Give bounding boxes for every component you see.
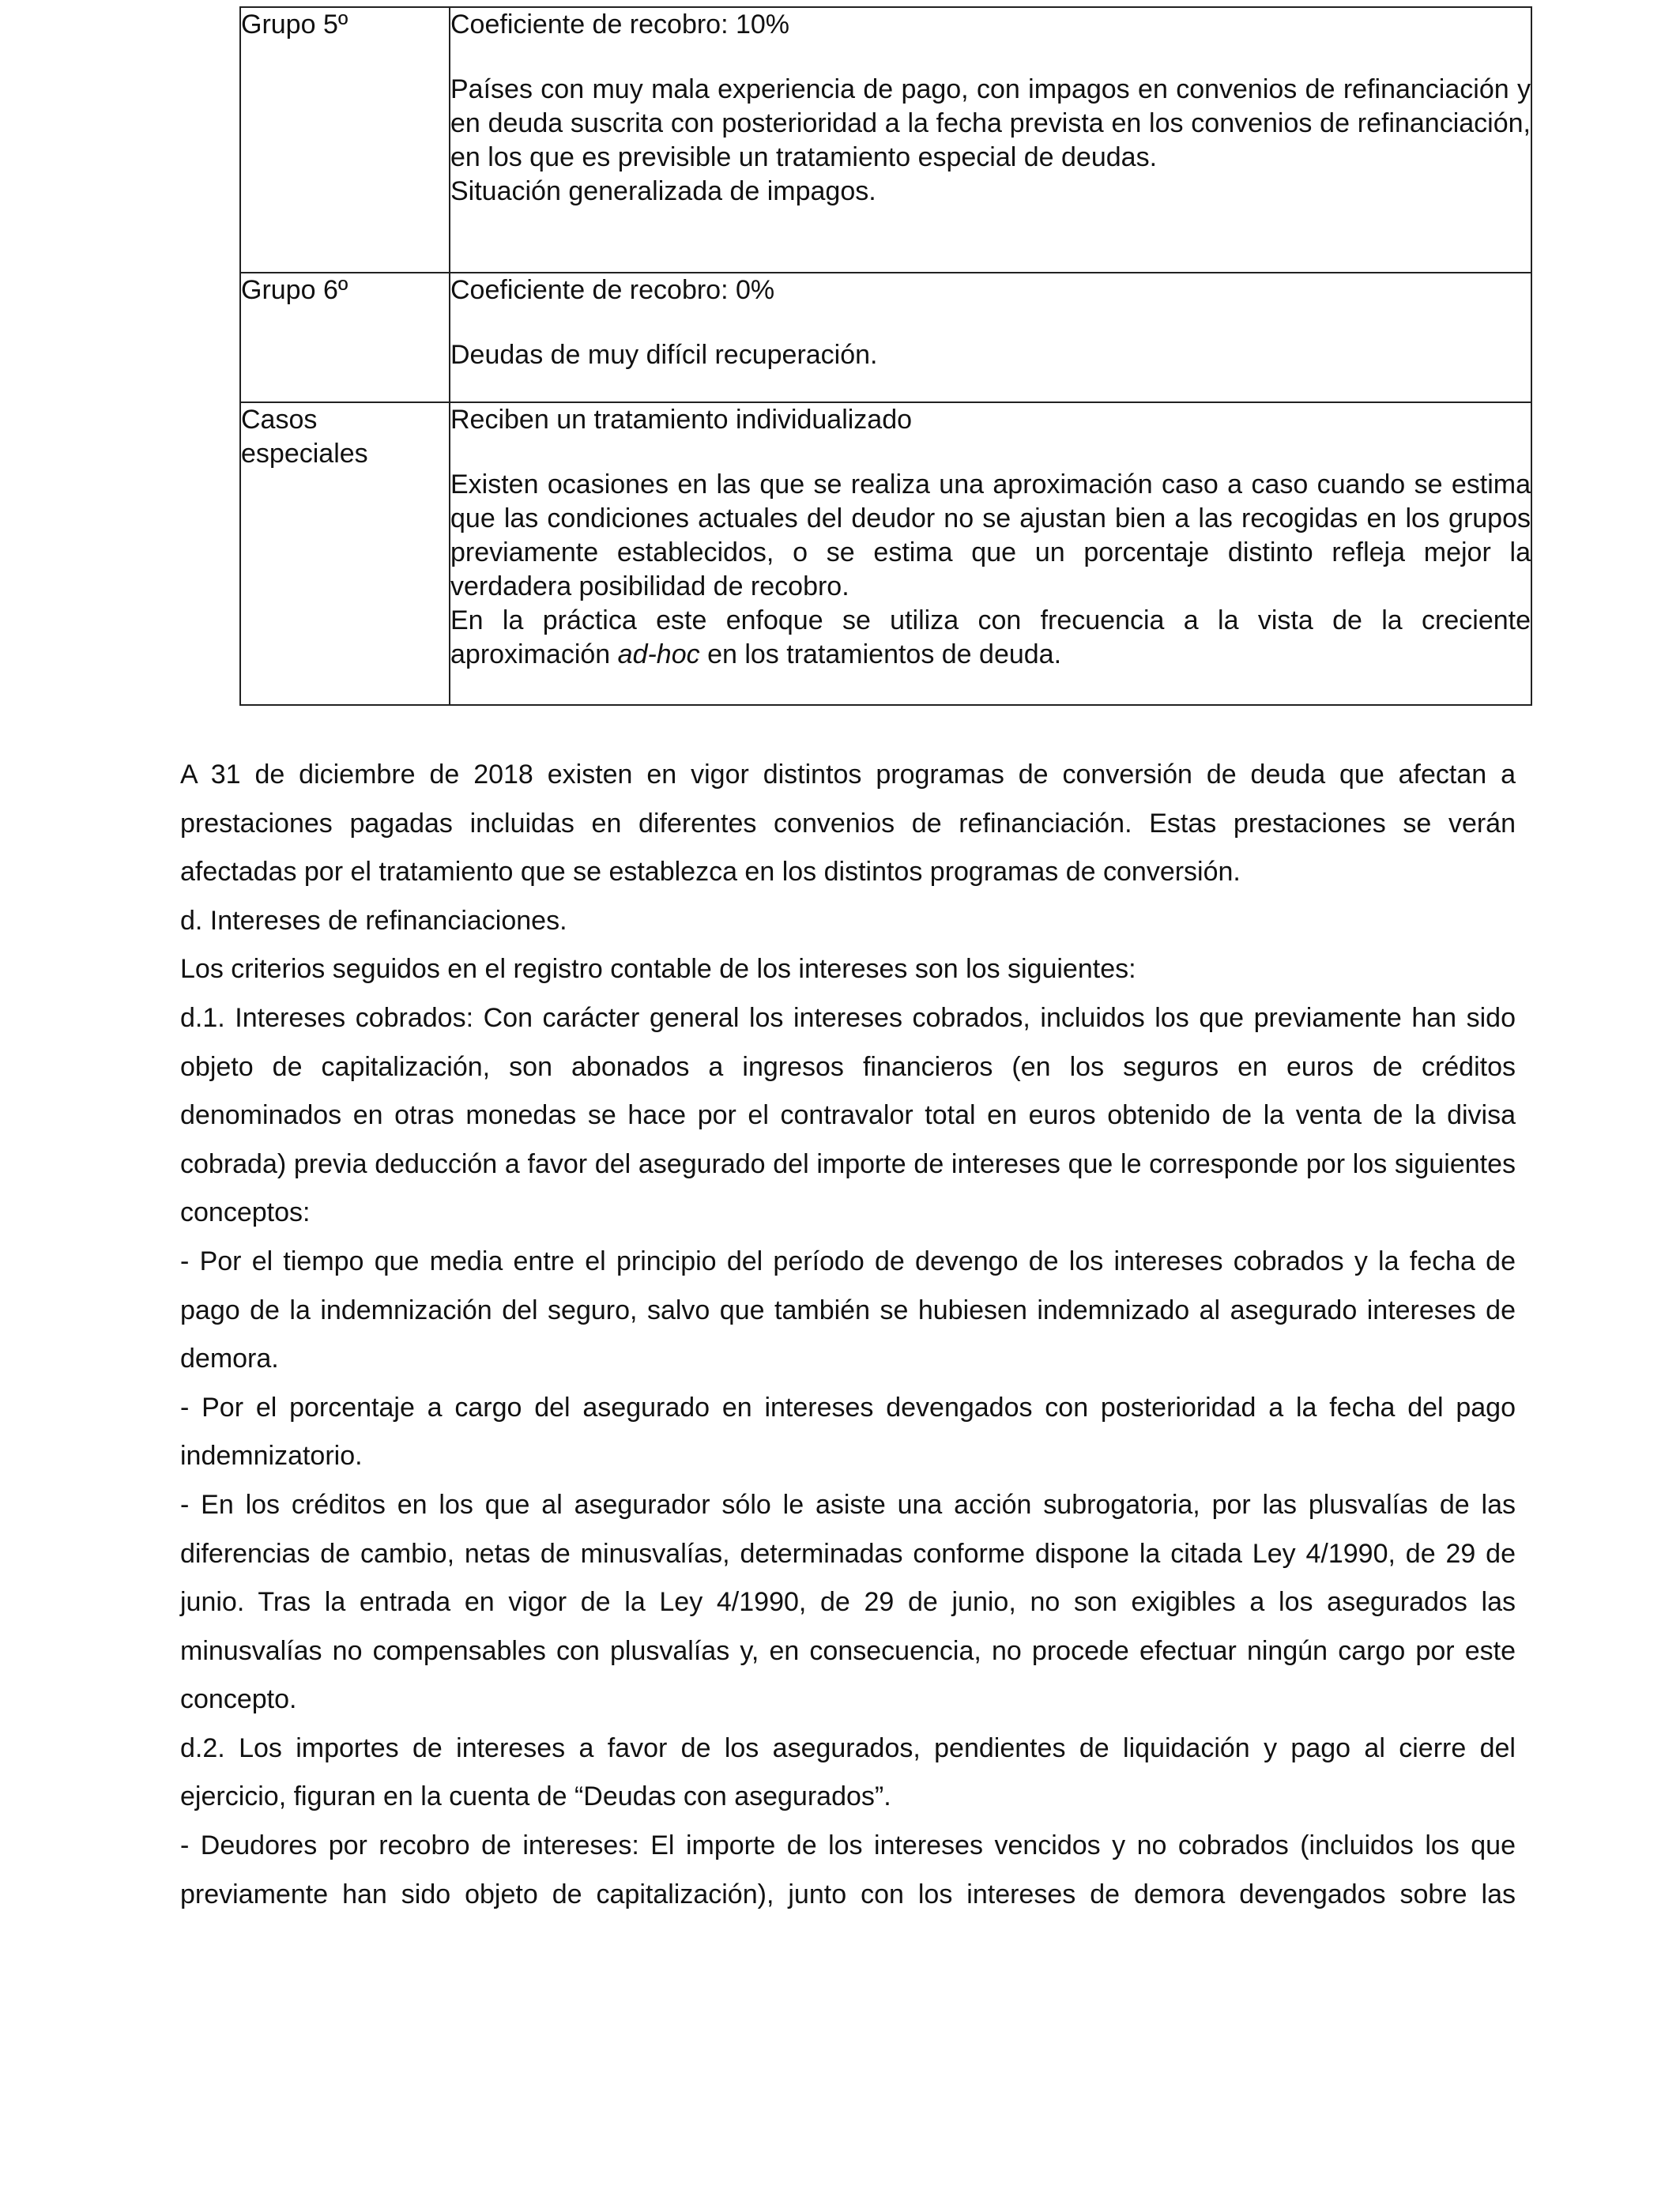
group-label: Grupo 5º [241, 9, 348, 40]
coefficient-text: Coeficiente de recobro: 10% [450, 9, 790, 40]
description-cell [450, 7, 1531, 273]
body-paragraph: - En los créditos en los que al asegurador sólo le asiste una acción subrogatoria, por las plusvalías de las diferencias de cambio, netas de minusvalías, determinadas conforme dispone la citada Ley 4/1990, de 29 de junio. Tras la entrada en vigor de la Ley 4/1990, de 29 de junio, no son exigibles a los asegurados las minusvalías no compensables con plusvalías y, en consecuencia, no procede efectuar ningún cargo por este concepto. [180, 1489, 1516, 1715]
text-run: en los tratamientos de deuda. [699, 639, 1062, 669]
group-label: Casos [241, 405, 318, 435]
body-paragraph: - Deudores por recobro de intereses: El importe de los intereses vencidos y no cobrados (incluidos los que previamente han sido objeto de capitalización), junto con los intereses de demora devengados sobre las [180, 1830, 1516, 1909]
description-paragraph: Países con muy mala experiencia de pago, con impagos en convenios de refinanciación y en deuda suscrita con posterioridad a la fecha prevista en los convenios de refinanciación, en los que es previsible un tratamiento especial de deudas. [450, 74, 1531, 172]
body-paragraph: A 31 de diciembre de 2018 existen en vigor distintos programas de conversión de deuda que afectan a prestaciones pagadas incluidas en diferentes convenios de refinanciación. Estas prestaciones se verán afectadas por el tratamiento que se establezca en los distintos programas de conversión. [180, 760, 1516, 888]
body-paragraph: - Por el tiempo que media entre el principio del período de devengo de los intereses cobrados y la fecha de pago de la indemnización del seguro, salvo que también se hubiesen indemnizado al asegurado intereses de demora. [180, 1246, 1516, 1374]
description-paragraph [450, 604, 1531, 672]
section-heading: d. Intereses de refinanciaciones. [180, 905, 567, 936]
body-text [180, 751, 1516, 1919]
group-cell [240, 7, 450, 273]
group-cell [240, 402, 450, 705]
coefficient-text: Reciben un tratamiento individualizado [450, 405, 913, 435]
coefficient-text: Coeficiente de recobro: 0% [450, 275, 775, 305]
description-paragraph: Situación generalizada de impagos. [450, 176, 876, 206]
body-paragraph: d.2. Los importes de intereses a favor de los asegurados, pendientes de liquidación y pago al cierre del ejercicio, figuran en la cuenta de “Deudas con asegurados”. [180, 1732, 1516, 1812]
body-paragraph: Los criterios seguidos en el registro contable de los intereses son los siguientes: [180, 954, 1136, 985]
description-cell [450, 273, 1531, 402]
table-row [240, 273, 1531, 402]
description-cell [450, 402, 1531, 705]
body-paragraph: - Por el porcentaje a cargo del asegurado en intereses devengados con posterioridad a la fecha del pago indemnizatorio. [180, 1392, 1516, 1472]
text-run: En la práctica este enfoque se utiliza con frecuencia a la vista de la creciente aproximación [450, 605, 1531, 669]
italic-term: ad-hoc [617, 639, 700, 669]
group-cell [240, 273, 450, 402]
group-label: especiales [241, 439, 368, 469]
body-paragraph: d.1. Intereses cobrados: Con carácter general los intereses cobrados, incluidos los que previamente han sido objeto de capitalización, son abonados a ingresos financieros (en los seguros en euros de créditos denominados en otras monedas se hace por el contravalor total en euros obtenido de la venta de la divisa cobrada) previa deducción a favor del asegurado del importe de intereses que le corresponde por los siguientes conceptos: [180, 1002, 1516, 1228]
table-row [240, 402, 1531, 705]
description-paragraph: Deudas de muy difícil recuperación. [450, 340, 878, 370]
table-row [240, 7, 1531, 273]
description-paragraph: Existen ocasiones en las que se realiza una aproximación caso a caso cuando se estima que las condiciones actuales del deudor no se ajustan bien a las recogidas en los grupos previamente establecidos, o se estima que un porcentaje distinto refleja mejor la verdadera posibilidad de recobro. [450, 469, 1531, 601]
group-label: Grupo 6º [241, 275, 348, 305]
recovery-groups-table [239, 6, 1532, 706]
